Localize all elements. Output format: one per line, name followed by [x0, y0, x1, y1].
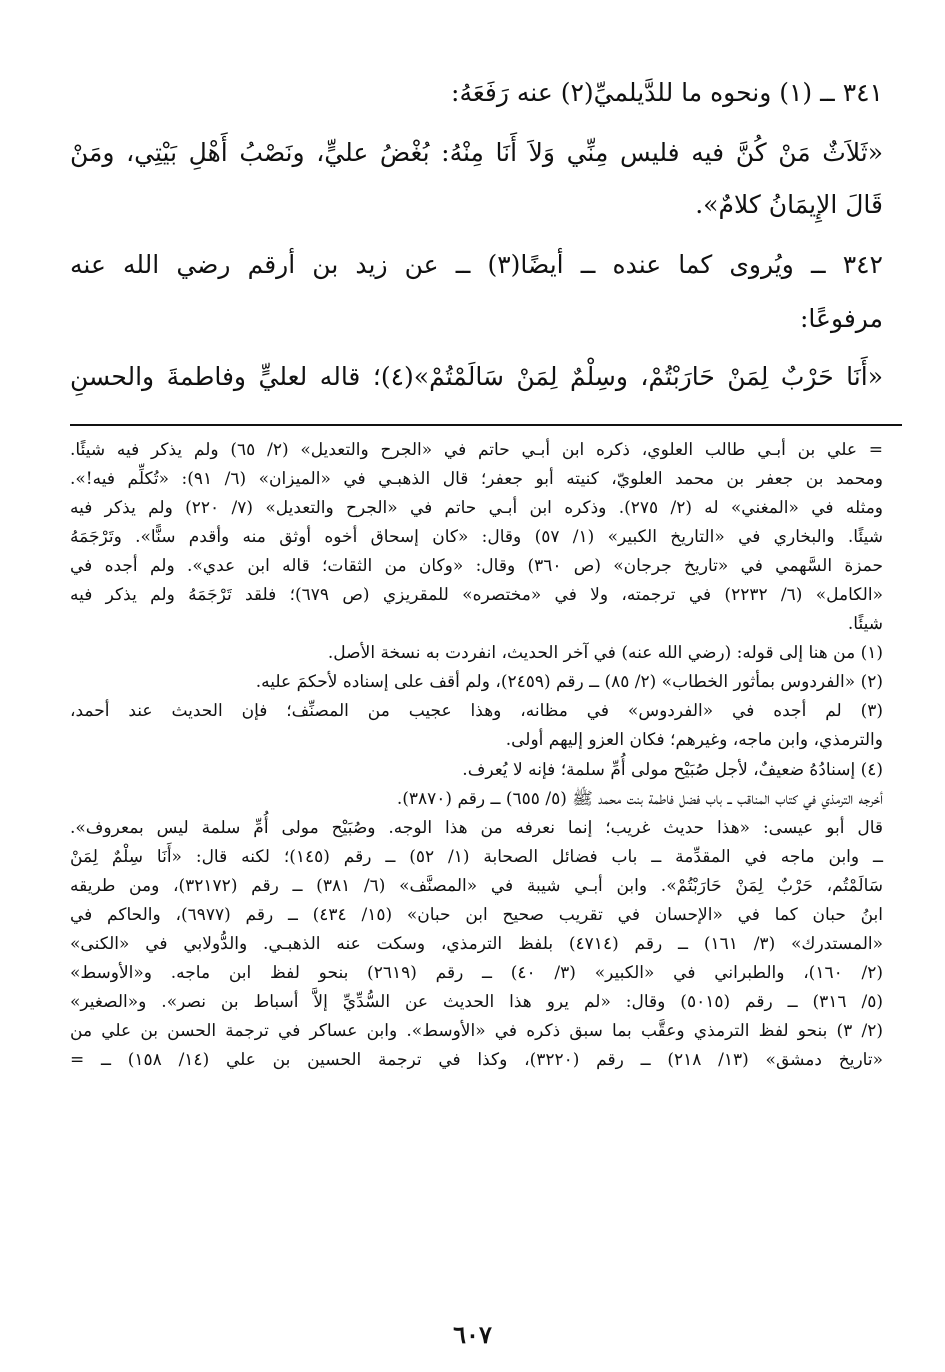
hadith-342-text-line-1: «أَنَا حَرْبٌ لِمَنْ حَارَبْتُمْ، وسِلْمٌ لِمَنْ سَالَمْتُمْ»(٤)؛ قاله لعليٍّ وفاطمةَ والحسنِ: [70, 362, 883, 391]
hadith-341-text-line-1: «ثَلاَثٌ مَنْ كُنَّ فيه فليس مِنِّي وَلاَ أَنَا مِنْهُ: بُغْضُ عليٍّ، ونَصْبُ أَهْلِ بَيْتِي، ومَنْ: [70, 138, 883, 167]
footnote-line: (٢/ ١٦٠)، والطبراني في «الكبير» (٣/ ٤٠) ــ رقم (٢٦١٩) بنحو لفظ ابن ماجه. و«الأوسط»: [70, 962, 883, 983]
hadith-342-heading-line-1: ٣٤٢ ــ ويُروى كما عنده ــ أيضًا(٣) ــ عن زيد بن أرقم رضي الله عنه: [70, 250, 883, 279]
footnote-separator: [70, 424, 902, 426]
footnote-line: ومحمد بن جعفر بن محمد العلويّ، كنيته أبو جعفر؛ قال الذهبـي في «الميزان» (٦/ ٩١): «تُكلِّم فيه!».: [70, 469, 883, 490]
footnote-1: (١) من هنا إلى قوله: (رضي الله عنه) في آخر الحديث، انفردت به نسخة الأصل.: [327, 643, 883, 664]
hadith-341-heading: ٣٤١ ــ (١) ونحوه ما للدَّيلميِّ(٢) عنه رَفَعَهُ:: [451, 78, 883, 107]
hadith-341-text-line-2: قَالَ الإِيمَانُ كلامٌ».: [695, 190, 883, 219]
main-text: [70, 78, 883, 392]
footnote-line: (٥/ ٣١٦) ــ رقم (٥٠١٥) وقال: «لم يرو هذا الحديث عن السُّدِّيِّ إلاَّ أسباط بن نصر». و«الصغير»: [70, 991, 883, 1012]
footnote-2: (٢) «الفردوس بمأثور الخطاب» (٢/ ٨٥) ــ رقم (٢٤٥٩)، ولم أقف على إسناده لأحكمَ عليه.: [255, 672, 883, 693]
footnote-line: حمزة السَّهمي في «تاريخ جرجان» (ص ٣٦٠) وقال: «وكان من الثقات؛ قاله ابن عدي». ولم أجده في: [70, 556, 883, 577]
footnote-line: «الكامل» (٦/ ٢٢٣٢) في ترجمته، ولا في «مختصره» للمقريزي (ص ٦٧٩)؛ فلقد تَرْجَمَهُ ولم يذكر فيه: [70, 585, 883, 606]
footnote-line: شيئًا.: [847, 614, 883, 635]
footnote-line: ابنُ حبان كما في «الإحسان في تقريب صحيح ابن حبان» (١٥/ ٤٣٤) ــ رقم (٦٩٧٧)، والحاكم في: [70, 904, 883, 925]
footnote-3: (٣) لم أجده في «الفردوس» في مظانه، وهذا عجيب من المصنِّف؛ فإن الحديث عند أحمد،: [70, 701, 883, 722]
footnote-line: سَالَمْتُم، حَرْبٌ لِمَنْ حَارَبْتُمْ». وابن أبـي شيبة في «المصنَّف» (٦/ ٣٨١) ــ رقم (٣٢١٧٢)، ومن طريقه: [70, 875, 883, 896]
footnote-line: = علي بن أبـي طالب العلوي، ذكره ابن أبـي حاتم في «الجرح والتعديل» (٢/ ٦٥) ولم يذكر فيه شيئًا.: [70, 440, 884, 460]
footnote-line: (٢/ ٣) بنحو لفظ الترمذي وعقَّب بما سبق ذكره في «الأوسط». وابن عساكر في ترجمة الحسن بن علي من: [70, 1020, 883, 1041]
footnote-4: (٤) إسنادُهُ ضعيفٌ، لأجل صُبَيْح مولى أُمِّ سلمة؛ فإنه لا يُعرف.: [462, 759, 883, 780]
footnote-3-continued: والترمذي، وابن ماجه، وغيرهم؛ فكان العزو إليهم أولى.: [505, 730, 883, 751]
footnote-line: «المستدرك» (٣/ ١٦١) ــ رقم (٤٧١٤) بلفظ الترمذي، وسكت عنه الذهبـي. والدُّولابي في «الكنى»: [70, 933, 883, 954]
footnote-line: أخرجه الترمذي في كتاب المناقب ــ باب فضل فاطمة بنت محمد ﷺ (٥/ ٦٥٥) ــ رقم (٣٨٧٠).: [396, 788, 883, 809]
footnote-line: ــ وابن ماجه في المقدِّمة ــ باب فضائل الصحابة (١/ ٥٢) ــ رقم (١٤٥)؛ لكنه قال: «أَنَا سِلْمٌ لِمَنْ: [70, 846, 883, 867]
hadith-342-heading-line-2: مرفوعًا:: [799, 304, 883, 333]
page-number: ٦٠٧: [453, 1320, 492, 1349]
footnote-line: «تاريخ دمشق» (١٣/ ٢١٨) ــ رقم (٣٢٢٠)، وكذا في ترجمة الحسين بن علي (١٤/ ١٥٨) ــ =: [70, 1049, 883, 1070]
footnotes: [70, 440, 883, 1079]
footnote-line: قال أبو عيسى: «هذا حديث غريب؛ إنما نعرفه من هذا الوجه. وصُبَيْح مولى أُمِّ سلمة ليس بمعروف».: [70, 817, 883, 838]
footnote-line: ومثله في «المغني» له (٢/ ٢٧٥). وذكره ابن أبـي حاتم في «الجرح والتعديل» (٧/ ٢٢٠) ولم يذكر فيه: [70, 498, 884, 519]
footnote-line: شيئًا. والبخاري في «التاريخ الكبير» (١/ ٥٧) وقال: «كان إسحاق أخوه أوثق منه وأقدم سنًّا». وتَرْجَمَهُ: [70, 527, 883, 548]
